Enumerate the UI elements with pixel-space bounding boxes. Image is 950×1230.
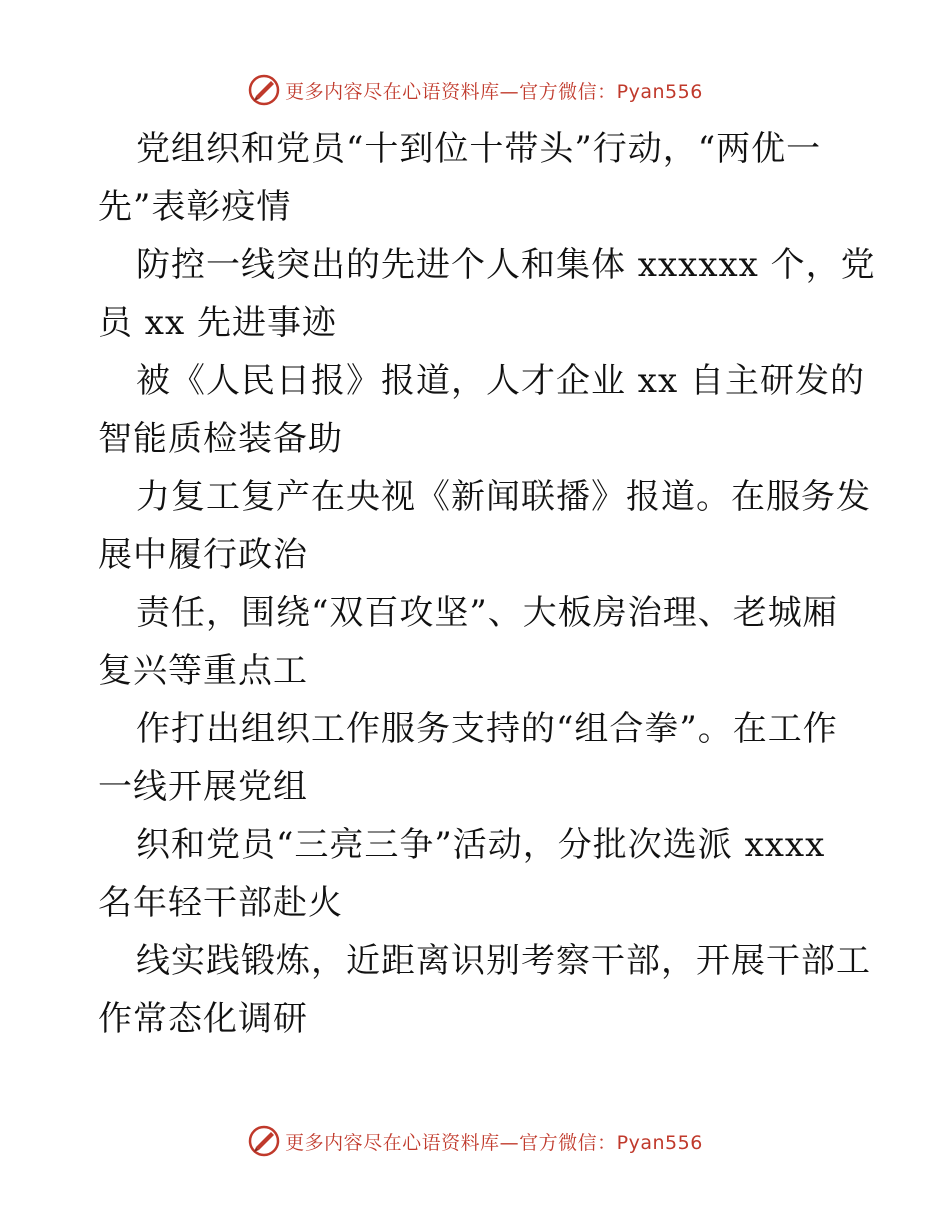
document-body: [98, 120, 876, 1048]
body-line: 员 xx 先进事迹: [98, 303, 337, 343]
body-line: 复兴等重点工: [98, 651, 308, 691]
body-line: 名年轻干部赴火: [98, 883, 343, 923]
body-line: 被《人民日报》报道，人才企业 xx 自主研发的: [136, 361, 865, 401]
body-line: 织和党员“三亮三争”活动，分批次选派 xxxx: [136, 825, 826, 865]
body-line: 力复工复产在央视《新闻联播》报道。在服务发: [136, 477, 871, 517]
body-line: 党组织和党员“十到位十带头”行动，“两优一: [136, 129, 822, 169]
logo-icon: [247, 1124, 281, 1158]
body-line: 防控一线突出的先进个人和集体 xxxxxx 个，党: [136, 245, 876, 285]
body-line: 作常态化调研: [98, 999, 308, 1039]
footer-banner-text: 更多内容尽在心语资料库—官方微信：Pyan556: [285, 1131, 703, 1154]
body-line: 一线开展党组: [98, 767, 308, 807]
body-line: 线实践锻炼，近距离识别考察干部，开展干部工: [136, 941, 871, 981]
body-line: 智能质检装备助: [98, 419, 343, 459]
header-banner: [0, 70, 950, 110]
body-line: 责任，围绕“双百攻坚”、大板房治理、老城厢: [136, 593, 838, 633]
footer-banner: [0, 1121, 950, 1161]
header-banner-text: 更多内容尽在心语资料库—官方微信：Pyan556: [285, 80, 703, 103]
logo-icon: [247, 73, 281, 107]
body-line: 展中履行政治: [98, 535, 308, 575]
body-line: 作打出组织工作服务支持的“组合拳”。在工作: [136, 709, 838, 749]
body-line: 先”表彰疫情: [98, 187, 292, 227]
